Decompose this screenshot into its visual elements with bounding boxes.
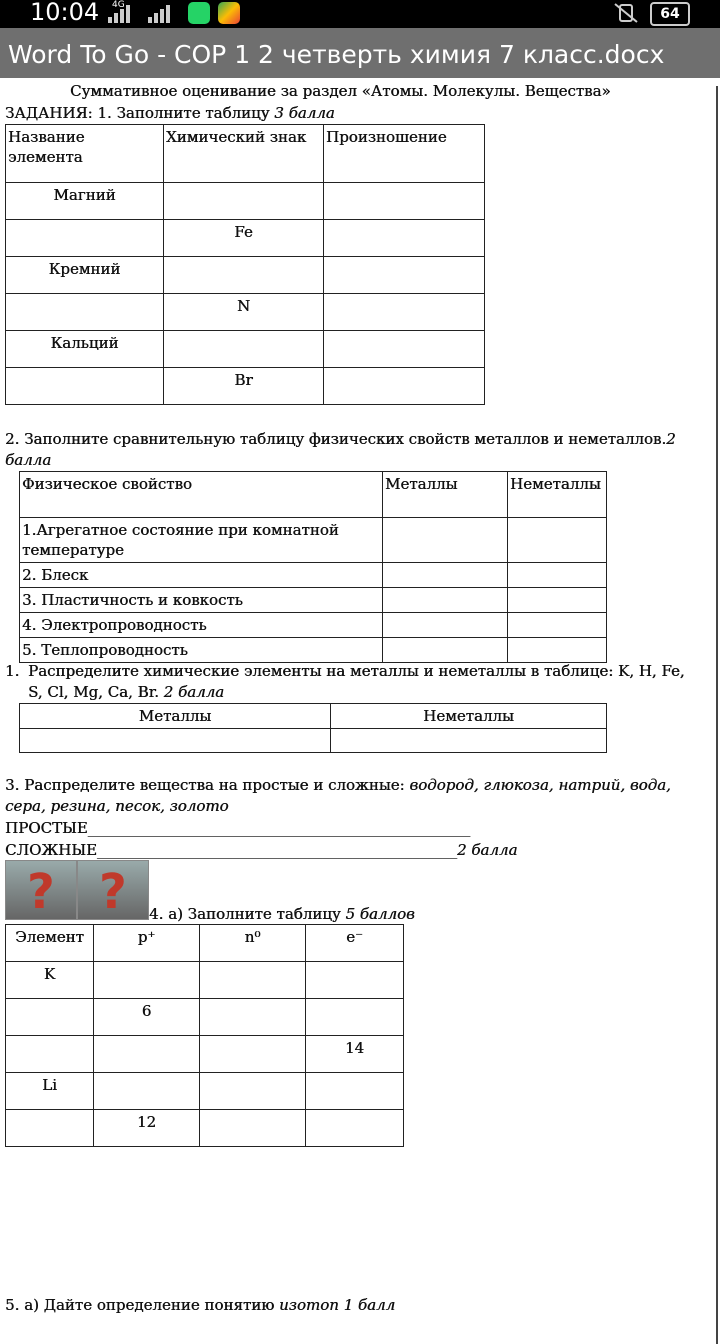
table-cell <box>20 729 331 753</box>
table-cell <box>6 999 94 1036</box>
table-cell: N <box>164 294 324 331</box>
table-cell: Br <box>164 368 324 405</box>
play-store-icon <box>218 2 240 24</box>
table-cell <box>383 613 508 638</box>
table-cell <box>306 999 404 1036</box>
table-cell <box>306 1110 404 1147</box>
table-cell <box>324 220 485 257</box>
table-cell <box>383 588 508 613</box>
table-cell <box>508 638 607 663</box>
task2-table <box>19 471 607 663</box>
table-cell <box>6 220 164 257</box>
table-header: Элемент <box>6 925 94 962</box>
table-header: Неметаллы <box>331 704 607 729</box>
table-cell: 1.Агрегатное состояние при комнатной температуре <box>20 518 383 563</box>
table-header: Металлы <box>383 472 508 518</box>
table-cell <box>6 294 164 331</box>
table-header: Металлы <box>20 704 331 729</box>
document[interactable] <box>0 78 720 1344</box>
table-cell <box>306 1073 404 1110</box>
table-cell <box>306 962 404 999</box>
vibrate-mute-icon <box>612 2 640 24</box>
table-cell <box>383 563 508 588</box>
table-header: Неметаллы <box>508 472 607 518</box>
table-header: Произношение <box>324 125 485 183</box>
table-cell: Кремний <box>6 257 164 294</box>
task3-simple: ПРОСТЫЕ___________________________________________________ <box>5 819 471 837</box>
table-cell <box>200 1036 306 1073</box>
task4-table <box>5 924 404 1147</box>
table-cell: Li <box>6 1073 94 1110</box>
table-cell <box>164 183 324 220</box>
table-cell <box>508 518 607 563</box>
table-cell <box>94 1036 200 1073</box>
task3-label: 3. Распределите вещества на простые и сложные: водород, глюкоза, натрий, вода, <box>5 776 671 794</box>
question-icon <box>26 865 56 915</box>
table-cell: 12 <box>94 1110 200 1147</box>
task4-label: 4. а) Заполните таблицу 5 баллов <box>149 905 415 923</box>
network-type: 4G <box>112 0 125 10</box>
table-cell: 5. Теплопроводность <box>20 638 383 663</box>
question-icon <box>98 865 128 915</box>
app-title: Word To Go - СОР 1 2 четверть химия 7 класс.docx <box>0 28 720 78</box>
task1-label: ЗАДАНИЯ: 1. Заполните таблицу 3 балла <box>5 104 335 122</box>
table-cell <box>324 294 485 331</box>
table-cell: K <box>6 962 94 999</box>
table-cell <box>164 257 324 294</box>
table-cell: Магний <box>6 183 164 220</box>
table-cell: Fe <box>164 220 324 257</box>
table-cell <box>324 183 485 220</box>
table-cell: 2. Блеск <box>20 563 383 588</box>
table-cell <box>324 331 485 368</box>
table-cell <box>164 331 324 368</box>
table-cell: 3. Пластичность и ковкость <box>20 588 383 613</box>
table-cell <box>383 638 508 663</box>
table-header: e⁻ <box>306 925 404 962</box>
table-cell <box>324 257 485 294</box>
task2-points: балла <box>5 451 52 469</box>
table-cell <box>383 518 508 563</box>
table-cell <box>331 729 607 753</box>
table-cell <box>200 999 306 1036</box>
clock: 10:04 <box>30 0 100 26</box>
task5-label: 5. а) Дайте определение понятию изотоп 1 балл <box>5 1296 396 1314</box>
help-button[interactable] <box>5 860 77 920</box>
whatsapp-icon <box>188 2 210 24</box>
table-cell <box>200 962 306 999</box>
table-cell <box>200 1110 306 1147</box>
table-cell: 4. Электропроводность <box>20 613 383 638</box>
table-cell <box>200 1073 306 1110</box>
taskn-line2: S, Cl, Mg, Ca, Br. 2 балла <box>28 683 225 701</box>
page-edge <box>716 86 718 1344</box>
table-cell: 6 <box>94 999 200 1036</box>
table-header: Физическое свойство <box>20 472 383 518</box>
table-cell <box>508 563 607 588</box>
document-heading: Суммативное оценивание за раздел «Атомы. Молекулы. Вещества» <box>70 82 611 100</box>
svg-text:?: ? <box>99 865 127 915</box>
table-header: p⁺ <box>94 925 200 962</box>
table-cell <box>508 613 607 638</box>
cell-signal-2-icon <box>148 4 172 22</box>
table-cell <box>94 1073 200 1110</box>
task1-table <box>5 124 485 405</box>
taskn-num: 1. <box>5 662 20 680</box>
table-cell <box>508 588 607 613</box>
task3-complex: СЛОЖНЫЕ________________________________________________2 балла <box>5 841 518 859</box>
table-cell <box>324 368 485 405</box>
table-cell <box>6 1036 94 1073</box>
table-header: Химический знак <box>164 125 324 183</box>
taskn-line1: Распределите химические элементы на металлы и неметаллы в таблице: K, H, Fe, <box>28 662 685 680</box>
table-cell: 14 <box>306 1036 404 1073</box>
table-cell: Кальций <box>6 331 164 368</box>
table-cell <box>94 962 200 999</box>
help-button[interactable] <box>77 860 149 920</box>
table-header: Название элемента <box>6 125 164 183</box>
table-cell <box>6 1110 94 1147</box>
battery-indicator: 64 <box>650 2 690 26</box>
task2-label: 2. Заполните сравнительную таблицу физических свойств металлов и неметаллов.2 <box>5 430 676 448</box>
taskn-table <box>19 703 607 753</box>
table-cell <box>6 368 164 405</box>
table-header: n⁰ <box>200 925 306 962</box>
svg-text:?: ? <box>27 865 55 915</box>
status-bar <box>0 0 720 28</box>
task3-items: сера, резина, песок, золото <box>5 797 229 815</box>
